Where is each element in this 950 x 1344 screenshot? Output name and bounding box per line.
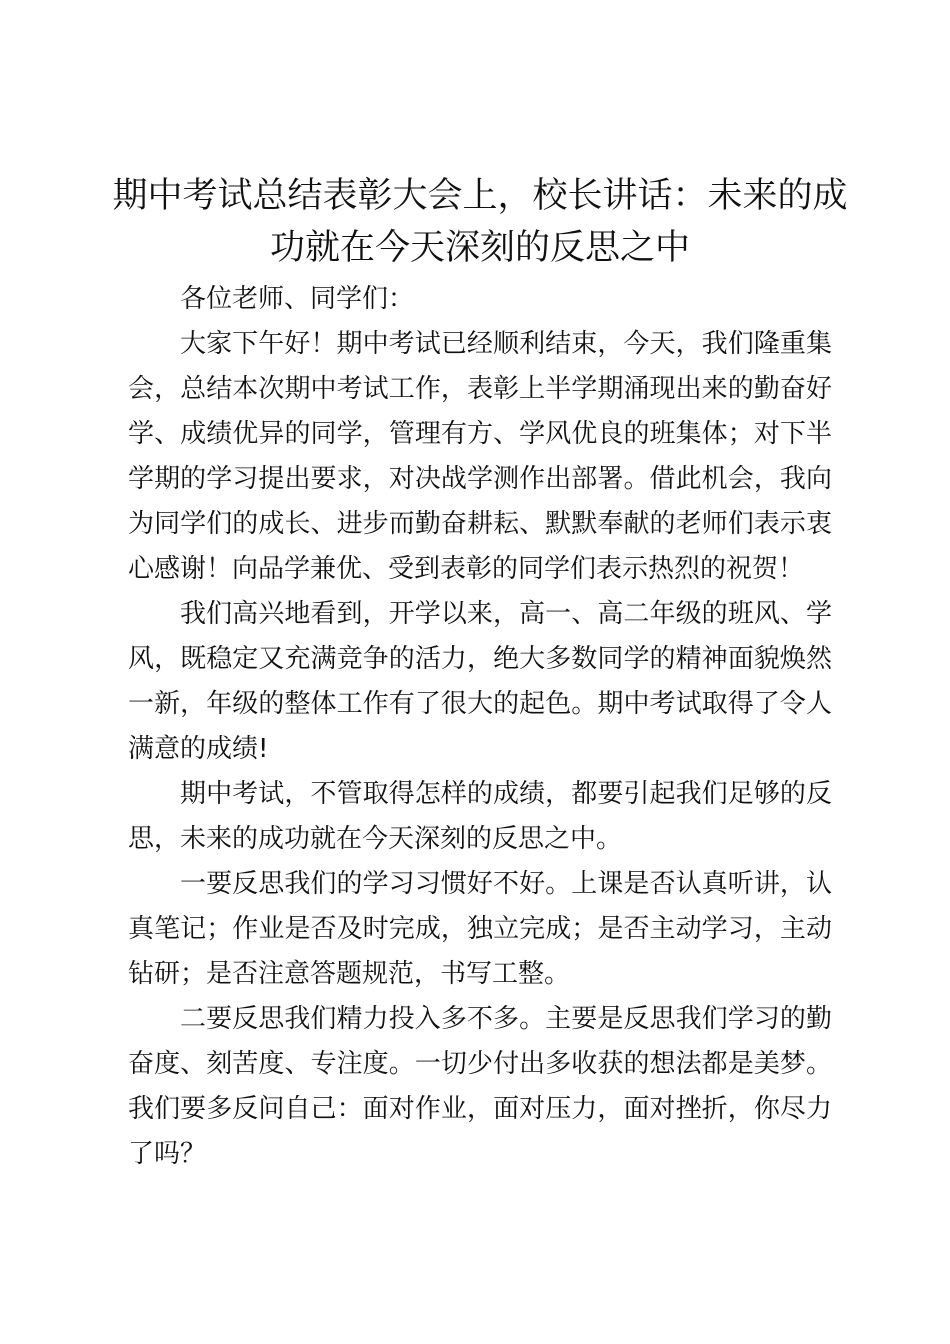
body-paragraph: 大家下午好！期中考试已经顺利结束，今天，我们隆重集会，总结本次期中考试工作，表彰上半学期涌现出来的勤奋好学、成绩优异的同学，管理有方、学风优良的班集体；对下半学期的学习提出要求，对决战学测作出部署。借此机会，我向为同学们的成长、进步而勤奋耕耘、默默奉献的老师们表示衷心感谢！向品学兼优、受到表彰的同学们表示热烈的祝贺！ (128, 329, 832, 584)
body-paragraph: 二要反思我们精力投入多不多。主要是反思我们学习的勤奋度、刻苦度、专注度。一切少付出多收获的想法都是美梦。我们要多反问自己：面对作业，面对压力，面对挫折，你尽力了吗？ (128, 1004, 832, 1169)
body-paragraph: 一要反思我们的学习习惯好不好。上课是否认真听讲，认真笔记；作业是否及时完成，独立完成；是否主动学习，主动钻研；是否注意答题规范，书写工整。 (128, 869, 832, 989)
document-body (128, 277, 832, 1177)
body-paragraph: 我们高兴地看到，开学以来，高一、高二年级的班风、学风，既稳定又充满竞争的活力，绝大多数同学的精神面貌焕然一新，年级的整体工作有了很大的起色。期中考试取得了令人满意的成绩! (128, 599, 832, 764)
document-title: 期中考试总结表彰大会上，校长讲话：未来的成功就在今天深刻的反思之中 (112, 176, 848, 268)
body-paragraph: 期中考试，不管取得怎样的成绩，都要引起我们足够的反思，未来的成功就在今天深刻的反思之中。 (128, 779, 832, 854)
salutation-paragraph: 各位老师、同学们： (180, 284, 415, 314)
